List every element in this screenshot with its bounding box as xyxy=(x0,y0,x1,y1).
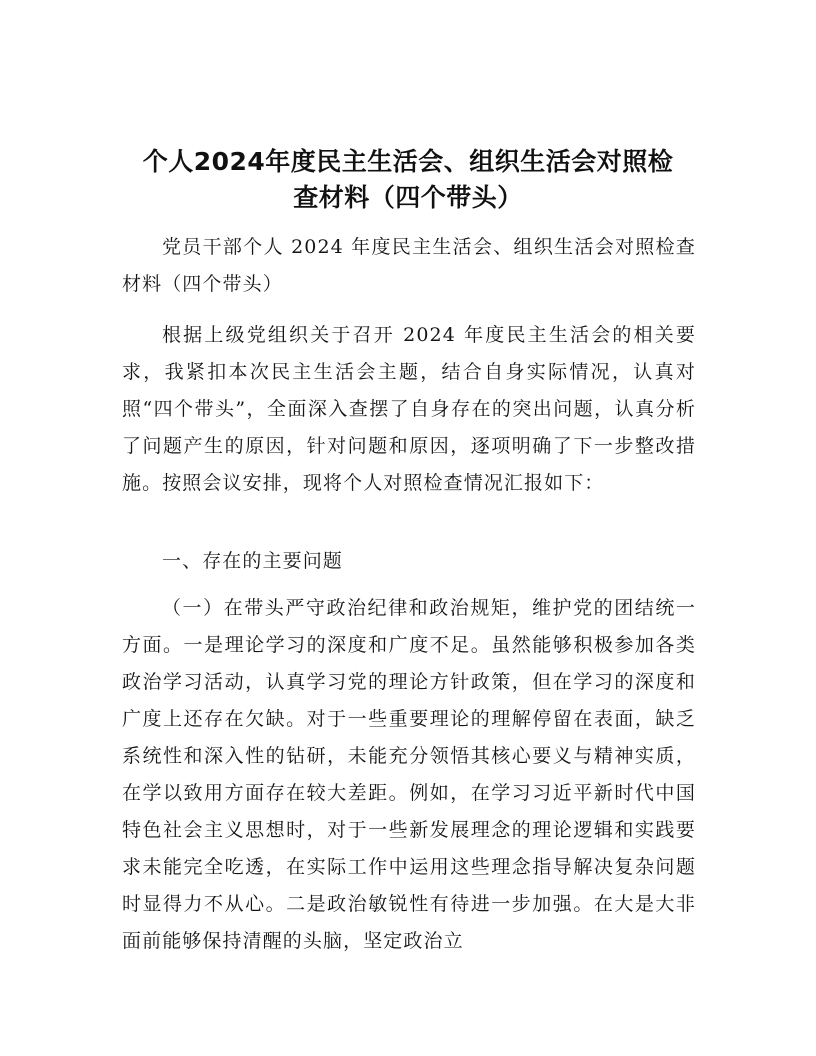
document-subtitle-paragraph: 党员干部个人 2024 年度民主生活会、组织生活会对照检查材料（四个带头） xyxy=(122,236,696,295)
document-title-line-1: 个人2024年度民主生活会、组织生活会对照检 xyxy=(142,147,674,176)
document-title-line-2: 查材料（四个带头） xyxy=(293,183,523,212)
section-body-paragraph: （一）在带头严守政治纪律和政治规矩，维护党的团结统一方面。一是理论学习的深度和广度不足。虽然能够积极参加各类政治学习活动，认真学习党的理论方针政策，但在学习的深度和广度上还存在欠缺。对于一些重要理论的理解停留在表面，缺乏系统性和深入性的钻研，未能充分领悟其核心要义与精神实质，在学以致用方面存在较大差距。例如，在学习习近平新时代中国特色社会主义思想时，对于一些新发展理念的理论逻辑和实践要求未能完全吃透，在实际工作中运用这些理念指导解决复杂问题时显得力不从心。二是政治敏锐性有待进一步加强。在大是大非面前能够保持清醒的头脑，坚定政治立 xyxy=(122,597,696,952)
section-heading: 一、存在的主要问题 xyxy=(162,550,343,572)
intro-paragraph: 根据上级党组织关于召开 2024 年度民主生活会的相关要求，我紧扣本次民主生活会主题，结合自身实际情况，认真对照“四个带头”，全面深入查摆了自身存在的突出问题，认真分析了问题产生的原因，针对问题和原因，逐项明确了下一步整改措施。按照会议安排，现将个人对照检查情况汇报如下： xyxy=(122,324,696,494)
